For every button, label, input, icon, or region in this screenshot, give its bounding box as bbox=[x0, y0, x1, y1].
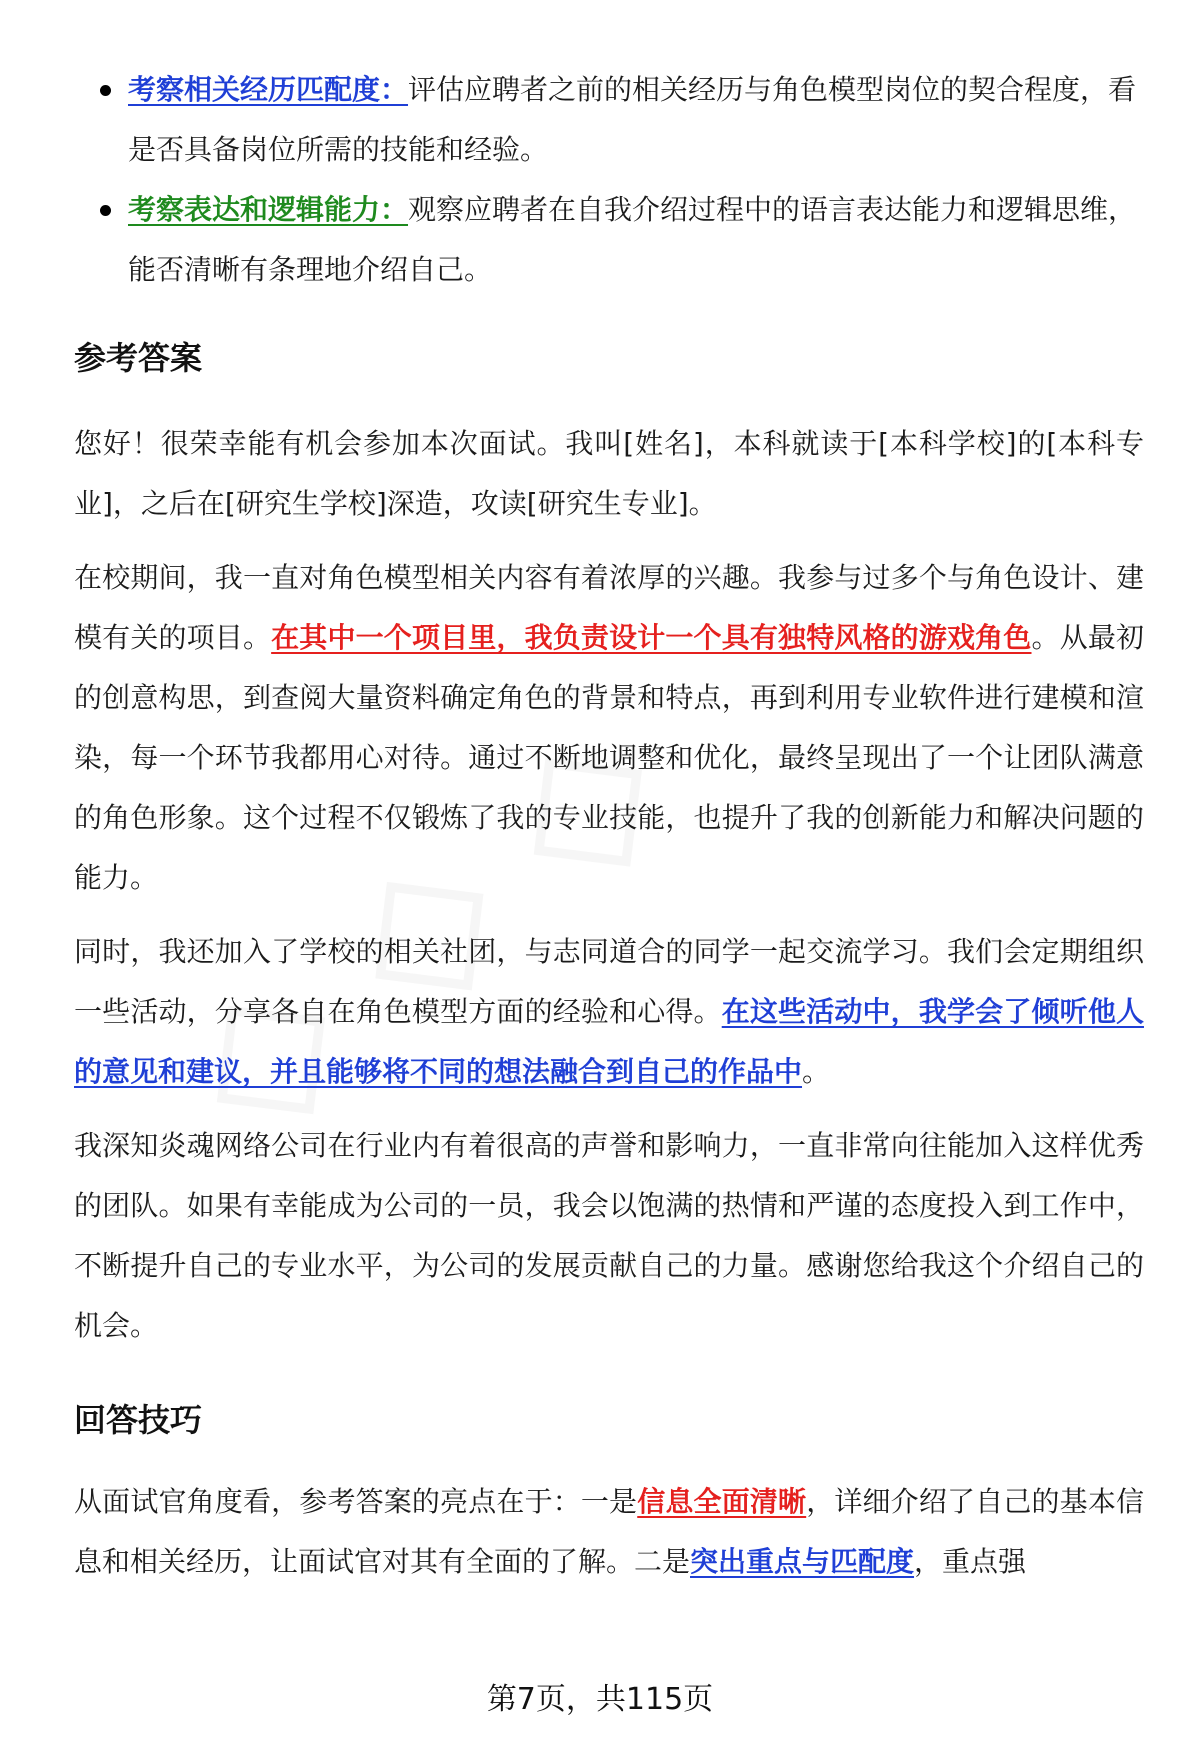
bullet-dot-icon bbox=[100, 205, 111, 216]
paragraph-text: 同时，我还加入了学校的相关社团，与志同道合的同学一起交流学习。我们会定期组织一些活动，分享各自在角色模型方面的经验和心得。 bbox=[74, 935, 1144, 1028]
bullet-dot-icon bbox=[100, 85, 111, 96]
criteria-title: 考察相关经历匹配度： bbox=[128, 73, 409, 106]
criteria-text: 观察应聘者在自我介绍过程中的语言表达能力和逻辑思维，能否清晰有条理地介绍自己。 bbox=[128, 193, 1137, 286]
highlight-text: 在其中一个项目里，我负责设计一个具有独特风格的游戏角色 bbox=[271, 621, 1032, 654]
paragraph-text: 。从最初的创意构思，到查阅大量资料确定角色的背景和特点，再到利用专业软件进行建模和渲染，每一个环节我都用心对待。通过不断地调整和优化，最终呈现出了一个让团队满意的角色形象。这个过程不仅锻炼了我的专业技能，也提升了我的创新能力和解决问题的能力。 bbox=[74, 621, 1144, 894]
paragraph-text: ，重点强 bbox=[914, 1545, 1027, 1578]
criteria-list bbox=[74, 60, 1144, 300]
tips-paragraph bbox=[74, 1472, 1144, 1592]
highlight-text: 信息全面清晰 bbox=[637, 1485, 807, 1518]
criteria-title: 考察表达和逻辑能力： bbox=[128, 193, 409, 226]
answer-paragraph-3 bbox=[74, 922, 1144, 1102]
highlight-text: 突出重点与匹配度 bbox=[690, 1545, 915, 1578]
document-page bbox=[74, 60, 1144, 1592]
answer-paragraph-4: 我深知炎魂网络公司在行业内有着很高的声誉和影响力，一直非常向往能加入这样优秀的团队。如果有幸能成为公司的一员，我会以饱满的热情和严谨的态度投入到工作中，不断提升自己的专业水平，为公司的发展贡献自己的力量。感谢您给我这个介绍自己的机会。 bbox=[74, 1129, 1144, 1342]
tips-section-title: 回答技巧 bbox=[74, 1401, 203, 1439]
list-item bbox=[74, 60, 1144, 180]
paragraph-text: 在校期间，我一直对角色模型相关内容有着浓厚的兴趣。我参与过多个与角色设计、建模有关的项目。 bbox=[74, 561, 1144, 654]
highlight-text: 在这些活动中，我学会了倾听他人的意见和建议，并且能够将不同的想法融合到自己的作品中 bbox=[74, 995, 1144, 1088]
list-item bbox=[74, 180, 1144, 300]
answer-paragraph-1: 您好！很荣幸能有机会参加本次面试。我叫[姓名]，本科就读于[本科学校]的[本科专业]，之后在[研究生学校]深造，攻读[研究生专业]。 bbox=[74, 427, 1144, 520]
answer-section-title: 参考答案 bbox=[74, 339, 203, 377]
page-number: 第7页，共115页 bbox=[486, 1682, 714, 1717]
criteria-text: 评估应聘者之前的相关经历与角色模型岗位的契合程度，看是否具备岗位所需的技能和经验。 bbox=[128, 73, 1137, 166]
answer-paragraph-2 bbox=[74, 548, 1144, 908]
paragraph-text: ，详细介绍了自己的基本信息和相关经历，让面试官对其有全面的了解。二是 bbox=[74, 1485, 1144, 1578]
paragraph-text: 。 bbox=[802, 1055, 831, 1088]
paragraph-text: 从面试官角度看，参考答案的亮点在于：一是 bbox=[74, 1485, 638, 1518]
